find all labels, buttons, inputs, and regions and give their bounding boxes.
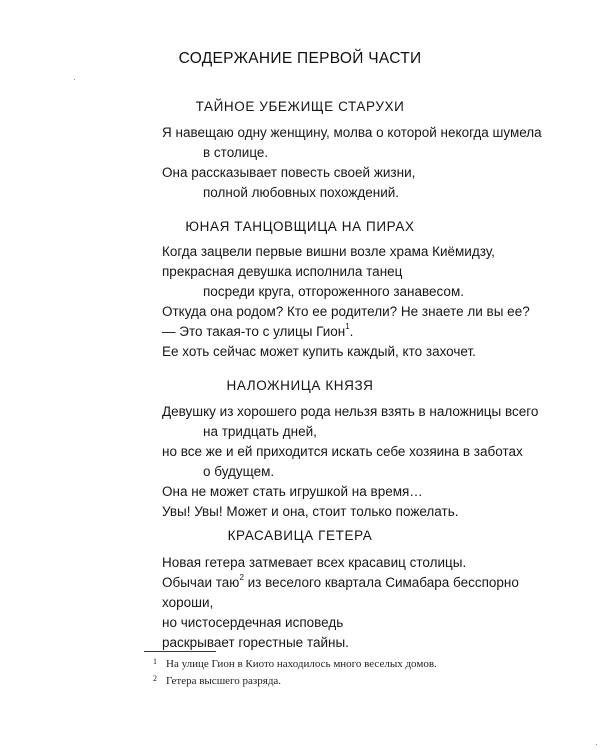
footnote-ref-1: 1 [345,322,350,331]
text-line: Ее хоть сейчас может купить каждый, кто захочет. [162,344,476,359]
footnote-1 [153,658,437,670]
text-line: посреди круга, отгороженного занавесом. [203,284,464,299]
text-line: но все же и ей приходится искать себе хозяина в заботах [162,444,523,459]
text-line-with-footnote [162,324,353,339]
text-line: прекрасная девушка исполнила танец [162,264,403,279]
scan-speck [74,79,75,80]
text-fragment: . [349,324,354,339]
text-line: полной любовных похождений. [203,185,400,200]
text-line: но чистосердечная исповедь [162,615,344,630]
text-line-with-footnote [162,575,519,590]
text-line: раскрывает горестные тайны. [162,635,349,650]
footnote-ref-2: 2 [239,573,244,582]
text-line: Девушку из хорошего рода нельзя взять в наложницы всего [162,404,539,419]
text-line: Новая гетера затмевает всех красавиц столицы. [162,555,467,570]
text-line: Я навещаю одну женщину, молва о которой некогда шумела [162,125,542,140]
footnote-number: 1 [153,657,157,666]
footnote-text: Гетера высшего разряда. [166,675,282,687]
footnote-number: 2 [153,674,157,683]
text-line: о будущем. [203,464,275,479]
text-line: Откуда она родом? Кто ее родители? Не знаете ли вы ее? [162,304,530,319]
footnote-divider [144,651,216,652]
section-heading-princes-concubine: НАЛОЖНИЦА КНЯЗЯ [226,378,374,393]
text-line: хороши, [162,595,214,610]
text-fragment: — Это такая-то с улицы Гион [162,324,346,339]
section-heading-beautiful-courtesan: КРАСАВИЦА ГЕТЕРА [227,528,373,543]
text-line: в столице. [203,145,269,160]
contents-title: СОДЕРЖАНИЕ ПЕРВОЙ ЧАСТИ [178,50,422,67]
text-fragment: из веселого квартала Симабара бесспорно [243,575,519,590]
footnote-2 [153,675,281,687]
text-line: Она рассказывает повесть своей жизни, [162,165,416,180]
text-line: Увы! Увы! Может и она, стоит только пожелать. [162,504,459,519]
text-line: Она не может стать игрушкой на время… [162,484,423,499]
section-heading-young-dancer: ЮНАЯ ТАНЦОВЩИЦА НА ПИРАХ [185,219,415,234]
scan-speck [596,744,597,745]
footnote-text: На улице Гион в Киото находилось много веселых домов. [166,658,437,670]
text-fragment: Обычаи таю [162,575,240,590]
text-line: на тридцать дней, [203,424,317,439]
text-line: Когда зацвели первые вишни возле храма Киёмидзу, [162,244,495,259]
section-heading-old-woman-retreat: ТАЙНОЕ УБЕЖИЩЕ СТАРУХИ [195,99,405,114]
